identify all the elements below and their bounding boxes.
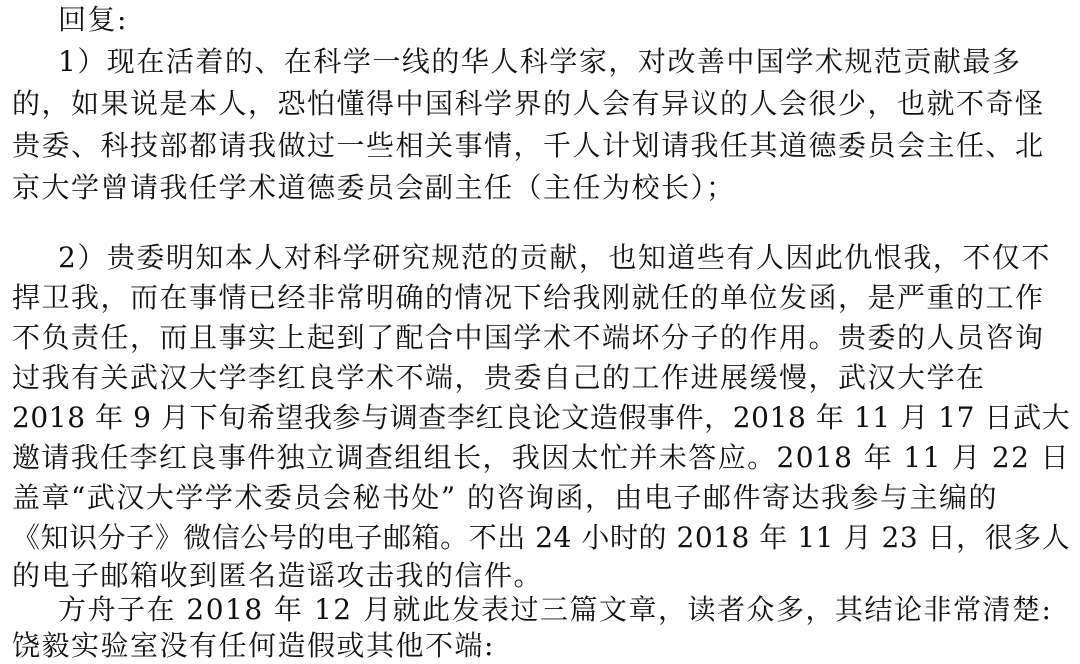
- text-line: 的电子邮箱收到匿名造谣攻击我的信件。: [12, 559, 544, 592]
- text-line: 京大学曾请我任学术道德委员会副主任（主任为校长）；: [12, 171, 736, 204]
- text-line: 不负责任，而且事实上起到了配合中国学术不端坏分子的作用。贵委的人员咨询: [12, 321, 1045, 354]
- text-line: 1）现在活着的、在科学一线的华人科学家，对改善中国学术规范贡献最多: [58, 45, 1022, 78]
- text-line: 盖章“武汉大学学术委员会秘书处” 的咨询函，由电子邮件寄达我参与主编的: [12, 481, 999, 514]
- text-line: 的，如果说是本人，恐怕懂得中国科学界的人会有异议的人会很少，也就不奇怪: [12, 87, 1045, 120]
- text-line: 捍卫我，而在事情已经非常明确的情况下给我刚就任的单位发函，是严重的工作: [12, 281, 1045, 314]
- text-line: 过我有关武汉大学李红良学术不端，贵委自己的工作进展缓慢，武汉大学在: [12, 361, 986, 394]
- text-line: 2）贵委明知本人对科学研究规范的贡献，也知道些有人因此仇恨我，不仅不: [58, 241, 1051, 274]
- text-line: 2018 年 9 月下旬希望我参与调查李红良论文造假事件，2018 年 11 月 17 日武大: [12, 401, 1071, 434]
- text-line: 方舟子在 2018 年 12 月就此发表过三篇文章，读者众多，其结论非常清楚:: [58, 593, 1053, 626]
- reply-heading: 回复:: [58, 3, 128, 36]
- text-line: 饶毅实验室没有任何造假或其他不端:: [12, 629, 495, 662]
- text-line: 《知识分子》微信公号的电子邮箱。不出 24 小时的 2018 年 11 月 23 日，很多人: [12, 521, 1071, 554]
- text-line: 邀请我任李红良事件独立调查组组长，我因太忙并未答应。2018 年 11 月 22 日: [12, 441, 1071, 474]
- text-line: 贵委、科技部都请我做过一些相关事情，千人计划请我任其道德委员会主任、北: [12, 129, 1045, 162]
